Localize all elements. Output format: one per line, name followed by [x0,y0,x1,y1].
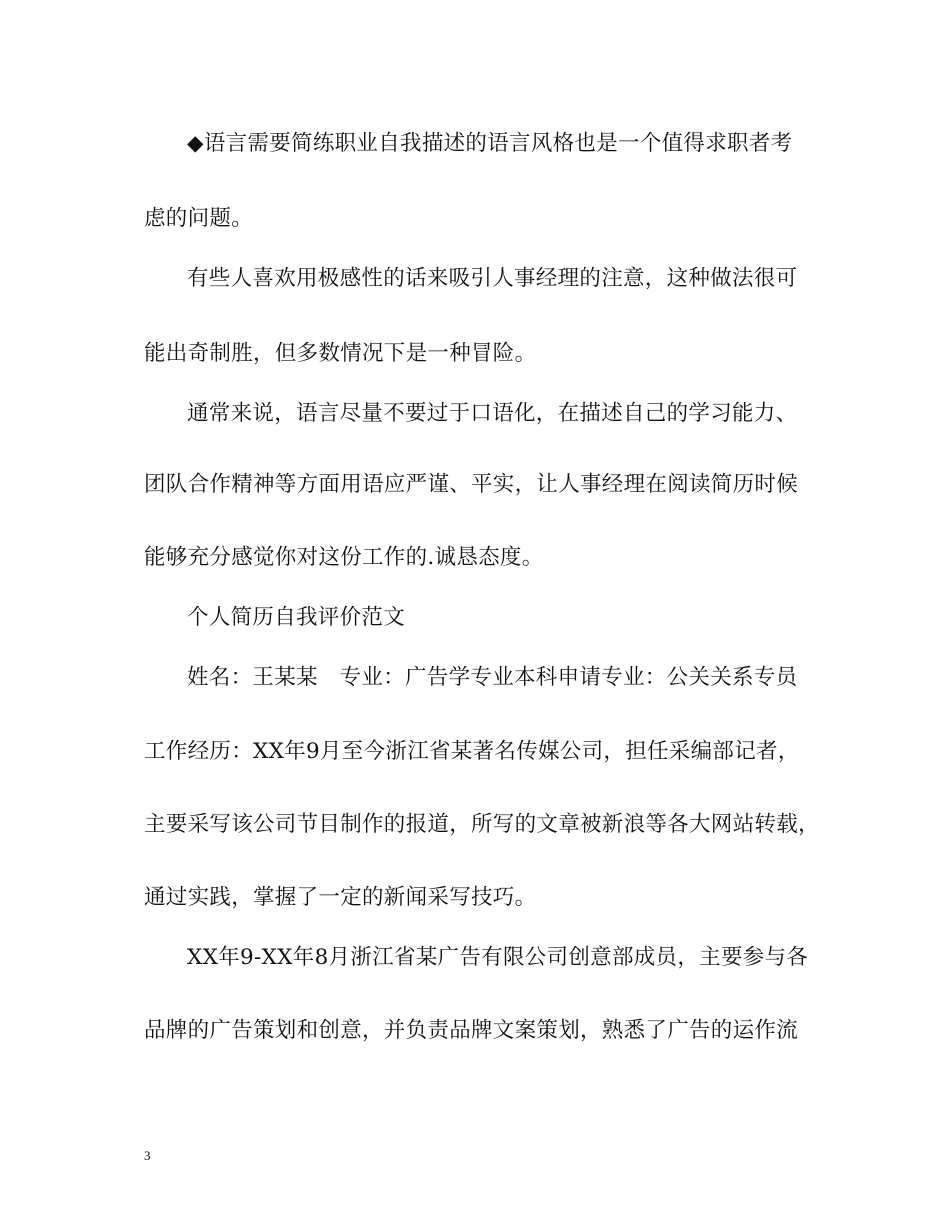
paragraph-line: 团队合作精神等方面用语应严谨、平实，让人事经理在阅读简历时候 [144,472,799,497]
paragraph-line: 品牌的广告策划和创意，并负责品牌文案策划，熟悉了广告的运作流 [144,1018,799,1043]
page-number: 3 [144,1148,151,1163]
paragraph-line: 虑的问题。 [144,206,254,231]
paragraph-line: ◆语言需要简练职业自我描述的语言风格也是一个值得求职者考 [187,131,793,156]
paragraph-line: 姓名：王某某 专业：广告学专业本科申请专业：公关关系专员 [187,665,798,690]
section-heading: 个人简历自我评价范文 [187,605,406,630]
paragraph-line: 通常来说，语言尽量不要过于口语化，在描述自己的学习能力、 [187,401,798,426]
paragraph-line: 主要采写该公司节目制作的报道，所写的文章被新浪等各大网站转载， [144,812,820,837]
paragraph-line: 能够充分感觉你对这份工作的.诚恳态度。 [144,545,544,570]
paragraph-line: 工作经历：XX年9月至今浙江省某著名传媒公司，担任采编部记者， [144,739,800,764]
paragraph-line: XX年9-XX年8月浙江省某广告有限公司创意部成员，主要参与各 [187,945,809,970]
paragraph-line: 通过实践，掌握了一定的新闻采写技巧。 [144,885,537,910]
paragraph-line: 能出奇制胜，但多数情况下是一种冒险。 [144,341,537,366]
paragraph-line: 有些人喜欢用极感性的话来吸引人事经理的注意，这种做法很可 [187,266,798,291]
